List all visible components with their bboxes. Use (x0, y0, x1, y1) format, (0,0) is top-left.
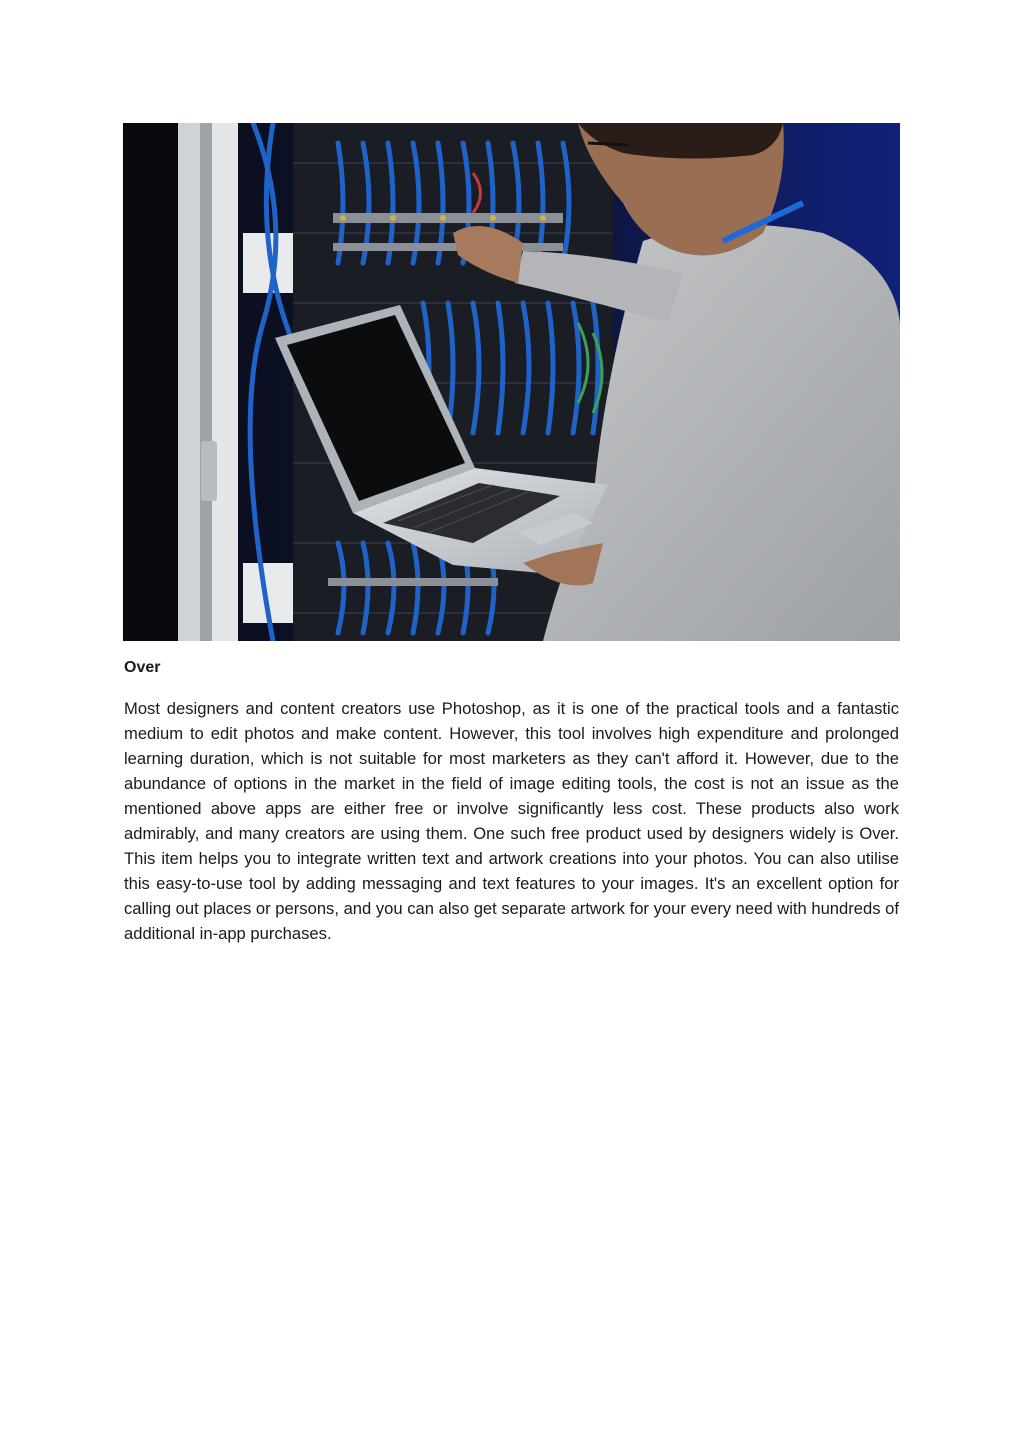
photo-illustration (123, 123, 900, 641)
section-heading: Over (124, 659, 161, 676)
body-paragraph: Most designers and content creators use Photoshop, as it is one of the practical tools and a fantastic medium to edit photos and make content. However, this tool involves high expenditure and prolonged learning duration, which is not suitable for most marketers as they can't afford it. However, due to the abundance of options in the market in the field of image editing tools, the cost is not an issue as the mentioned above apps are either free or involve significantly less cost. These products also work admirably, and many creators are using them. One such free product used by designers widely is Over. This item helps you to integrate written text and artwork creations into your photos. You can also utilise this easy-to-use tool by adding messaging and text features to your images. It's an excellent option for calling out places or persons, and you can also get separate artwork for your every need with hundreds of additional in-app purchases. (124, 699, 899, 943)
server-room-photo (123, 123, 900, 641)
